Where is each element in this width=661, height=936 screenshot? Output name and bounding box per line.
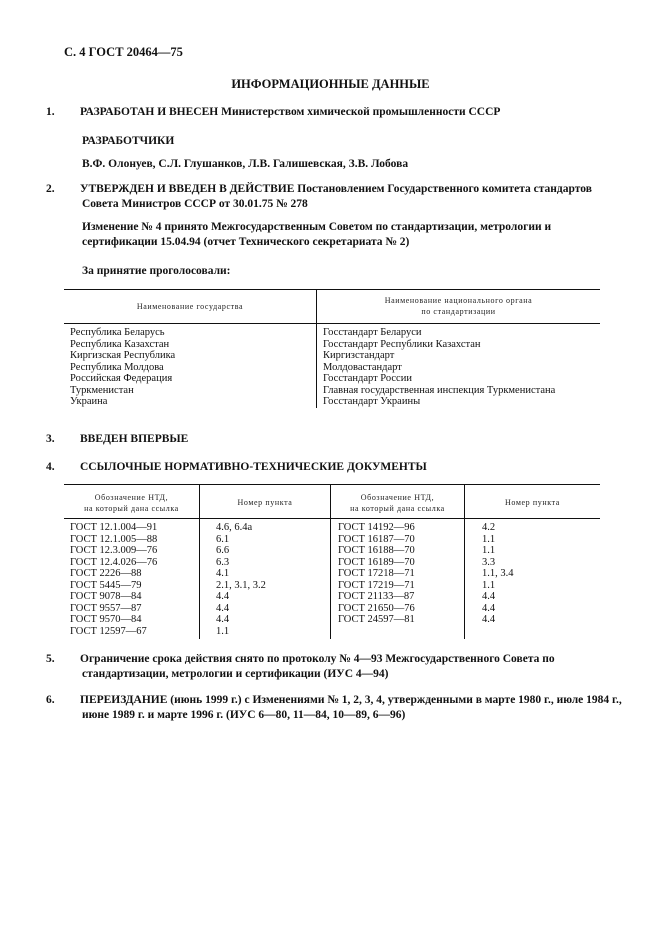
section-1-text: РАЗРАБОТАН И ВНЕСЕН Министерством химической промышленности СССР (80, 106, 501, 118)
section-6-number: 6. (46, 694, 55, 706)
section-2-text: УТВЕРЖДЕН И ВВЕДЕН В ДЕЙСТВИЕ Постановлением Государственного комитета стандартов Совета Министров СССР от 30.01.75 № 278 (80, 183, 592, 210)
section-2-number: 2. (46, 183, 55, 195)
ref-item: 4.1 (216, 568, 230, 579)
refs-col-doc-left (70, 522, 157, 637)
ref-item: 4.4 (216, 591, 230, 602)
refs-header-doc-left-line1: Обозначение НТД, (94, 493, 169, 502)
ref-doc: ГОСТ 17219—71 (338, 579, 415, 591)
ref-item: 3.3 (482, 556, 496, 568)
states-col-state (70, 327, 175, 408)
ref-doc: ГОСТ 12.1.004—91 (70, 522, 158, 533)
section-1-number: 1. (46, 106, 55, 118)
ref-item: 1.1 (482, 579, 496, 591)
page-header: С. 4 ГОСТ 20464—75 (64, 45, 183, 59)
ref-item: 6.6 (216, 545, 230, 556)
ref-item: 4.4 (482, 614, 496, 625)
ref-doc: ГОСТ 12.1.005—88 (70, 533, 158, 545)
ref-doc: ГОСТ 16189—70 (338, 556, 415, 568)
voted-label: За принятие проголосовали: (82, 265, 231, 277)
ref-doc: ГОСТ 24597—81 (338, 614, 415, 625)
ref-doc: ГОСТ 16188—70 (338, 545, 415, 556)
change-note: Изменение № 4 принято Межгосударственным Советом по стандартизации, метрологии и сертификации 15.04.94 (отчет Технического секретариата № 2) (82, 221, 552, 248)
ref-item: 4.2 (482, 522, 496, 533)
states-col-header-state: Наименование государства (136, 302, 244, 311)
body-row: Киргизстандарт (323, 350, 395, 361)
ref-doc: ГОСТ 14192—96 (338, 522, 415, 533)
ref-item: 4.4 (482, 602, 496, 614)
ref-item: 1.1 (482, 545, 496, 556)
states-col-header-body (317, 295, 600, 317)
refs-divider-1 (199, 484, 200, 639)
refs-table-top-rule (64, 484, 600, 485)
refs-header-item-left: Номер пункта (237, 498, 293, 507)
ref-item: 1.1 (482, 533, 496, 545)
refs-table-header-rule (64, 518, 600, 519)
ref-item: 4.4 (216, 614, 230, 625)
ref-doc: ГОСТ 12597—67 (70, 625, 147, 637)
ref-doc: ГОСТ 5445—79 (70, 579, 142, 591)
ref-doc: ГОСТ 21133—87 (338, 591, 415, 602)
refs-divider-3 (464, 484, 465, 639)
states-col-header-body-line1: Наименование национального органа (384, 296, 533, 305)
body-row: Госстандарт Беларуси (323, 327, 422, 338)
ref-item: 4.6, 6.4а (216, 522, 253, 533)
ref-doc: ГОСТ 12.3.009—76 (70, 545, 158, 556)
body-row: Молдовастандарт (323, 361, 402, 373)
ref-item: 1.1 (216, 625, 230, 637)
section-4 (46, 460, 622, 475)
section-2 (46, 182, 622, 211)
refs-header-doc-left (64, 492, 199, 514)
state-row: Российская Федерация (70, 373, 173, 384)
states-col-header-body-line2: по стандартизации (421, 307, 496, 316)
page-title: ИНФОРМАЦИОННЫЕ ДАННЫЕ (231, 77, 430, 91)
refs-header-doc-right-line2: на который дана ссылка (350, 504, 445, 513)
section-6-text: ПЕРЕИЗДАНИЕ (июнь 1999 г.) с Изменениями № 1, 2, 3, 4, утвержденными в марте 1980 г., июле 1984 г., июне 1989 г. и марте 1996 г. (ИУС 6—80, 11—84, 10—89, 6—96) (80, 694, 622, 721)
refs-header-item-right: Номер пункта (505, 498, 560, 507)
section-4-number: 4. (46, 461, 55, 473)
body-row: Главная государственная инспекция Туркменистана (323, 384, 556, 396)
section-5-number: 5. (46, 653, 55, 665)
body-row: Госстандарт Украины (323, 396, 421, 407)
ref-doc: ГОСТ 16187—70 (338, 533, 415, 545)
ref-doc: ГОСТ 9570—84 (70, 614, 142, 625)
section-3 (46, 432, 622, 447)
section-4-text: ССЫЛОЧНЫЕ НОРМАТИВНО-ТЕХНИЧЕСКИЕ ДОКУМЕНТЫ (80, 461, 427, 473)
ref-item: 1.1, 3.4 (482, 568, 514, 579)
body-row: Госстандарт Республики Казахстан (323, 338, 481, 350)
ref-doc: ГОСТ 21650—76 (338, 602, 415, 614)
state-row: Республика Молдова (70, 361, 164, 373)
state-row: Туркменистан (70, 384, 134, 396)
refs-header-doc-right (331, 492, 464, 514)
ref-doc: ГОСТ 9557—87 (70, 602, 142, 614)
refs-col-item-right (482, 522, 514, 626)
ref-doc: ГОСТ 2226—88 (70, 568, 142, 579)
ref-item: 4.4 (482, 591, 496, 602)
state-row: Киргизская Республика (70, 350, 176, 361)
refs-col-doc-right (338, 522, 415, 626)
state-row: Украина (70, 396, 108, 407)
states-col-body (323, 327, 555, 408)
ref-doc: ГОСТ 12.4.026—76 (70, 556, 158, 568)
ref-item: 2.1, 3.1, 3.2 (216, 579, 266, 591)
ref-doc: ГОСТ 9078—84 (70, 591, 142, 602)
section-3-text: ВВЕДЕН ВПЕРВЫЕ (80, 433, 189, 445)
section-5-text: Ограничение срока действия снято по протоколу № 4—93 Межгосударственного Совета по стандартизации, метрологии и сертификации (ИУС 4—94) (80, 653, 555, 680)
section-6 (46, 693, 622, 722)
ref-item: 6.3 (216, 556, 230, 568)
ref-item: 6.1 (216, 533, 230, 545)
states-table-header-rule (64, 323, 600, 324)
refs-header-doc-left-line2: на который дана ссылка (84, 504, 179, 513)
states-table-top-rule (64, 289, 600, 290)
state-row: Республика Беларусь (70, 327, 165, 338)
refs-col-item-left (216, 522, 266, 637)
ref-item: 4.4 (216, 602, 230, 614)
section-5 (46, 652, 622, 681)
developers-label: РАЗРАБОТЧИКИ (82, 135, 175, 147)
body-row: Госстандарт России (323, 373, 412, 384)
refs-header-doc-right-line1: Обозначение НТД, (360, 493, 435, 502)
state-row: Республика Казахстан (70, 338, 170, 350)
section-1 (46, 105, 622, 120)
developers-list: В.Ф. Олонуев, С.Л. Глушанков, Л.В. Галишевская, З.В. Лобова (82, 158, 409, 170)
ref-doc: ГОСТ 17218—71 (338, 568, 415, 579)
section-3-number: 3. (46, 433, 55, 445)
